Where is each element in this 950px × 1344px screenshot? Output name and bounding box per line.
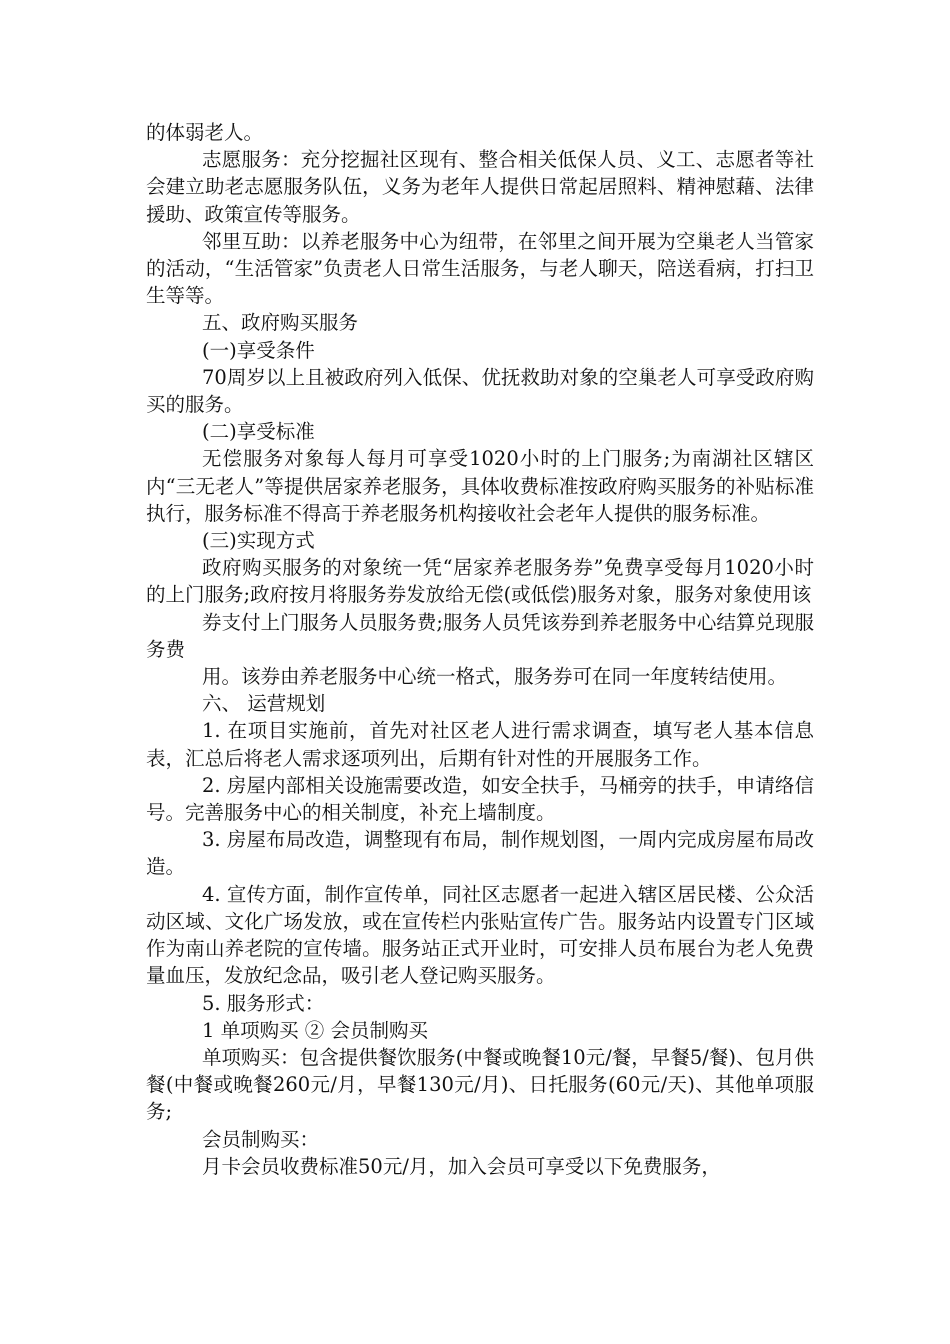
- section-heading-government-purchase: 五、政府购买服务: [202, 311, 359, 335]
- paragraph-plan-item-4: 4. 宣传方面，制作宣传单，同社区志愿者一起进入辖区居民楼、公众活动区域、文化广场发放，或在宣传栏内张贴宣传广告。服务站内设置专门区域作为南山养老院的宣传墙。服务站正式开业时，可安排人员布展台为老人免费量血压，发放纪念品，吸引老人登记购买服务。: [146, 882, 814, 988]
- paragraph-single-purchase: 单项购买：包含提供餐饮服务(中餐或晚餐10元/餐，早餐5/餐)、包月供餐(中餐或晚餐260元/月，早餐130元/月)、日托服务(60元/天)、其他单项服务;: [146, 1045, 814, 1124]
- paragraph-plan-item-5: 5. 服务形式：: [202, 991, 325, 1015]
- paragraph-implementation: 政府购买服务的对象统一凭“居家养老服务券”免费享受每月1020小时的上门服务;政府按月将服务券发放给无偿(或低偿)服务对象，服务对象使用该: [146, 556, 814, 607]
- subheading-standard: (二)享受标准: [202, 420, 315, 444]
- section-heading-operation-plan: 六、 运营规划: [202, 692, 326, 716]
- paragraph-plan-item-3: 3. 房屋布局改造，调整现有布局，制作规划图，一周内完成房屋布局改造。: [146, 828, 814, 879]
- document-body: [146, 119, 814, 1180]
- subheading-eligibility: (一)享受条件: [202, 338, 315, 362]
- paragraph-membership-fee: 月卡会员收费标准50元/月，加入会员可享受以下免费服务，: [202, 1154, 721, 1178]
- paragraph-voucher-payment: 券支付上门服务人员服务费;服务人员凭该券到养老服务中心结算兑现服务费: [146, 610, 814, 661]
- paragraph-neighbor-mutual-aid: 邻里互助：以养老服务中心为纽带，在邻里之间开展为空巢老人当管家的活动，“生活管家”负责老人日常生活服务，与老人聊天，陪送看病，打扫卫生等等。: [146, 229, 814, 308]
- paragraph-eligibility: 70周岁以上且被政府列入低保、优抚救助对象的空巢老人可享受政府购买的服务。: [146, 365, 814, 417]
- paragraph-volunteer-service: 志愿服务：充分挖掘社区现有、整合相关低保人员、义工、志愿者等社会建立助老志愿服务队伍，义务为老年人提供日常起居照料、精神慰藉、法律援助、政策宣传等服务。: [146, 148, 814, 226]
- paragraph-plan-item-2: 2. 房屋内部相关设施需要改造，如安全扶手，马桶旁的扶手，申请络信号。完善服务中心的相关制度，补充上墙制度。: [146, 773, 814, 825]
- subheading-implementation: (三)实现方式: [202, 529, 315, 553]
- paragraph-voucher-format: 用。该券由养老服务中心统一格式，服务券可在同一年度转结使用。: [202, 665, 788, 689]
- paragraph-standard: 无偿服务对象每人每月可享受1020小时的上门服务;为南湖社区辖区内“三无老人”等提供居家养老服务，具体收费标准按政府购买服务的补贴标准执行，服务标准不得高于养老服务机构接收社会老年人提供的服务标准。: [146, 447, 814, 525]
- paragraph-continuation: 的体弱老人。: [146, 121, 264, 144]
- paragraph-plan-item-1: 1. 在项目实施前，首先对社区老人进行需求调查，填写老人基本信息表，汇总后将老人需求逐项列出，后期有针对性的开展服务工作。: [146, 719, 814, 770]
- paragraph-membership-heading: 会员制购买：: [202, 1127, 320, 1151]
- paragraph-purchase-types: 1 单项购买 ② 会员制购买: [202, 1018, 429, 1042]
